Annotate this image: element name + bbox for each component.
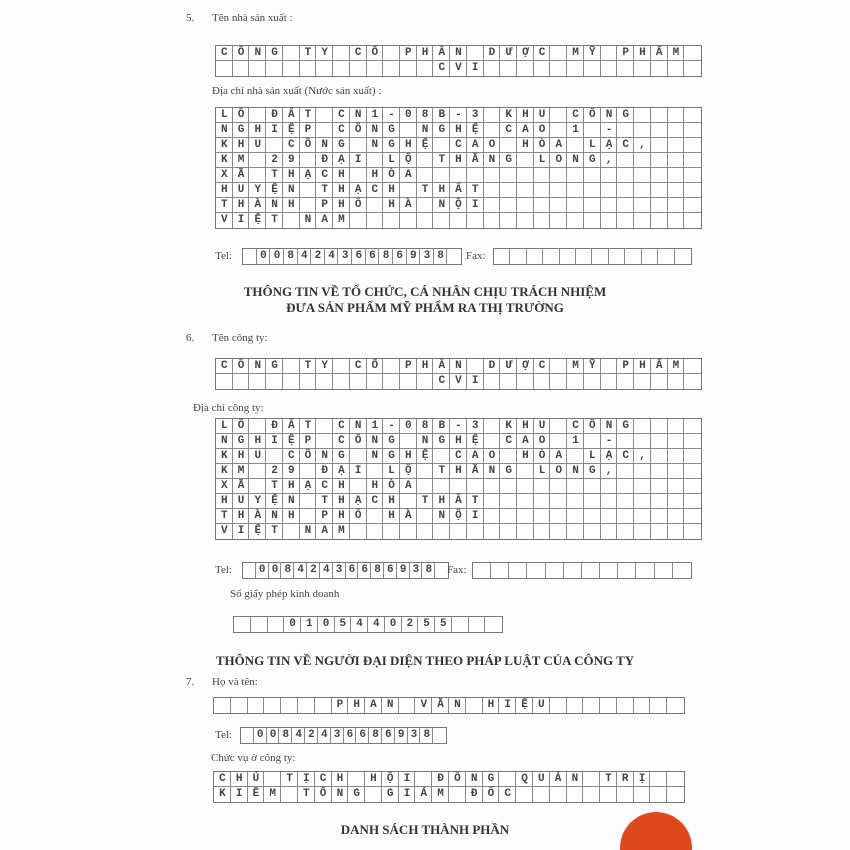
tel-grid [242,248,465,265]
grid-cell [567,168,584,183]
grid-cell [650,698,667,713]
grid-cell [668,123,685,138]
grid-row-text: 0105440255 [239,618,508,630]
grid-cell [684,183,701,198]
grid-cell [634,183,651,198]
grid-cell [567,183,584,198]
grid-cell [467,168,484,183]
grid-cell [668,434,685,449]
grid-cell [667,787,684,802]
grid-cell [400,524,417,539]
grid-cell [367,213,384,228]
tel-grid [242,562,452,579]
grid-cell [534,183,551,198]
grid-cell [534,479,551,494]
grid-cell [617,198,634,213]
grid-cell [668,153,685,168]
grid-cell [684,123,701,138]
grid-cell [634,168,651,183]
tel-grid [240,727,450,744]
grid-cell [584,524,601,539]
tel-label: Tel: [215,250,232,262]
grid-cell [500,509,517,524]
tel-label: Tel: [215,729,232,741]
grid-row-text: KM 29 ĐẠI LỘ THĂNG LONG, [221,154,623,166]
grid-row-text: THÀNH PHỐ HÀ NỘI [221,199,489,211]
grid-row-text: CÔNG TY CỔ PHẦN DƯỢC MỸ PHẨM [221,47,690,59]
grid-cell [667,698,684,713]
grid-cell [601,374,618,389]
company-name-label: Tên công ty: [212,332,268,344]
grid-cell [634,198,651,213]
grid-cell [651,419,668,434]
grid-cell [617,509,634,524]
grid-cell [668,61,685,76]
grid-cell [500,183,517,198]
grid-cell [668,108,685,123]
manufacturer-address-grid [215,107,702,229]
grid-cell [684,509,701,524]
grid-cell [684,138,701,153]
grid-row-text: XÃ THẠCH HÒA [221,480,422,492]
heading-ingredients: DANH SÁCH THÀNH PHẦN [340,822,510,837]
grid-row-text: VIỆT NAM [221,214,355,226]
grid-cell [534,524,551,539]
grid-cell [550,787,567,802]
grid-cell [500,479,517,494]
grid-cell [517,524,534,539]
company-address-label: Địa chỉ công ty: [193,402,264,414]
grid-row-text: KHU CÔNG NGHỆ CAO HÒA LẠC, [221,139,656,151]
grid-cell [517,374,534,389]
fax-label: Fax: [447,564,467,576]
fax-label: Fax: [466,250,486,262]
grid-row-text: KM 29 ĐẠI LỘ THĂNG LONG, [221,465,623,477]
grid-cell [584,198,601,213]
grid-cell [634,524,651,539]
grid-row-text: 00842436686938 [246,250,465,262]
grid-cell [517,183,534,198]
grid-cell [634,509,651,524]
grid-cell [634,787,651,802]
grid-cell [651,494,668,509]
grid-row-text: HUYỆN THẠCH THẤT [221,495,489,507]
grid-cell [634,61,651,76]
grid-cell [517,168,534,183]
grid-cell [450,479,467,494]
grid-cell [500,198,517,213]
grid-row-text: LÔ ĐẤT CN1-08B-3 KHU CÔNG [221,109,640,121]
grid-cell [517,479,534,494]
grid-cell [651,123,668,138]
grid-cell [484,479,501,494]
heading-responsible-line2: ĐƯA SẢN PHẨM MỸ PHẨM RA THỊ TRƯỜNG [286,300,564,315]
grid-cell [684,449,701,464]
grid-cell [668,213,685,228]
grid-cell [550,198,567,213]
heading-legal-representative: THÔNG TIN VỀ NGƯỜI ĐẠI DIỆN THEO PHÁP LUẬT CỦA CÔNG TY [215,653,635,668]
full-name-grid [213,697,685,714]
grid-cell [634,494,651,509]
grid-cell [617,213,634,228]
grid-cell [450,213,467,228]
section-number: 7. [186,676,195,688]
grid-row-text: VIỆT NAM [221,525,355,537]
grid-cell [517,509,534,524]
grid-cell [668,138,685,153]
grid-row-text: LÔ ĐẤT CN1-08B-3 KHU CÔNG [221,420,640,432]
grid-cell [550,479,567,494]
grid-cell [567,198,584,213]
grid-cell [534,494,551,509]
grid-cell [500,168,517,183]
grid-cell [651,168,668,183]
grid-cell [668,374,685,389]
grid-cell [584,183,601,198]
grid-cell [684,61,701,76]
grid-cell [684,464,701,479]
grid-cell [684,168,701,183]
grid-cell [684,198,701,213]
section-number: 5. [186,12,195,24]
grid-cell [433,213,450,228]
grid-cell [668,494,685,509]
grid-row-text: CVI [221,375,489,387]
grid-cell [433,524,450,539]
grid-cell [550,61,567,76]
grid-cell [634,698,651,713]
grid-cell [550,374,567,389]
tel-label: Tel: [215,564,232,576]
grid-cell [567,524,584,539]
fax-grid [493,248,692,265]
grid-row-text: NGHIỆP CÔNG NGHỆ CAO 1 - [221,435,623,447]
grid-cell [517,213,534,228]
grid-cell [584,509,601,524]
grid-cell [500,213,517,228]
grid-row-text: 00842436686938 [246,564,452,576]
grid-row-text: PHAN VĂN HIỆU [219,699,555,711]
grid-cell [667,772,684,787]
grid-cell [534,213,551,228]
grid-cell [567,494,584,509]
grid-cell [651,183,668,198]
grid-cell [567,213,584,228]
grid-cell [684,153,701,168]
company-address-grid [215,418,702,540]
grid-cell [668,168,685,183]
grid-row-text: CÔNG TY CỔ PHẦN DƯỢC MỸ PHẨM [221,360,690,372]
grid-cell [651,198,668,213]
grid-cell [567,509,584,524]
grid-cell [534,374,551,389]
manufacturer-name-label: Tên nhà sản xuất : [212,12,293,24]
grid-cell [617,698,634,713]
grid-cell [433,479,450,494]
grid-cell [668,419,685,434]
grid-cell [651,509,668,524]
grid-cell [400,213,417,228]
grid-cell [634,479,651,494]
grid-cell [584,213,601,228]
grid-cell [634,464,651,479]
grid-cell [550,509,567,524]
grid-cell [668,183,685,198]
grid-cell [550,524,567,539]
grid-cell [634,374,651,389]
grid-cell [684,374,701,389]
grid-cell [567,698,584,713]
grid-cell [651,61,668,76]
grid-cell [617,183,634,198]
grid-cell [417,524,434,539]
manufacturer-name-grid [215,45,702,77]
grid-cell [668,464,685,479]
grid-cell [651,524,668,539]
grid-cell [500,494,517,509]
grid-cell [651,479,668,494]
grid-cell [668,524,685,539]
grid-cell [584,61,601,76]
grid-row-text: HUYỆN THẠCH THẤT [221,184,489,196]
grid-cell [684,524,701,539]
grid-cell [517,198,534,213]
grid-cell [684,434,701,449]
grid-cell [684,419,701,434]
grid-cell [634,434,651,449]
grid-cell [383,524,400,539]
grid-cell [433,168,450,183]
grid-cell [584,374,601,389]
manufacturer-address-label: Địa chỉ nhà sản xuất (Nước sản xuất) : [212,85,382,97]
grid-cell [450,524,467,539]
grid-cell [600,787,617,802]
grid-cell [484,524,501,539]
grid-cell [601,198,618,213]
grid-cell [684,108,701,123]
grid-cell [634,123,651,138]
grid-cell [634,213,651,228]
grid-cell [500,374,517,389]
grid-cell [684,479,701,494]
grid-cell [601,494,618,509]
grid-cell [450,168,467,183]
red-stamp [620,812,692,850]
grid-cell [583,698,600,713]
grid-cell [534,168,551,183]
grid-cell [668,479,685,494]
grid-cell [617,374,634,389]
grid-cell [651,213,668,228]
grid-cell [584,168,601,183]
grid-cell [367,524,384,539]
grid-cell [500,61,517,76]
grid-cell [617,479,634,494]
grid-cell [517,61,534,76]
grid-cell [467,479,484,494]
grid-cell [684,213,701,228]
grid-cell [550,213,567,228]
grid-cell [617,787,634,802]
grid-row-text [494,249,696,264]
grid-cell [601,183,618,198]
grid-cell [601,213,618,228]
grid-row-text: NGHIỆP CÔNG NGHỆ CAO 1 - [221,124,623,136]
grid-cell [668,509,685,524]
grid-cell [668,449,685,464]
grid-row-text: KIÊM TỔNG GIÁM ĐỐC [219,788,522,800]
grid-row-text: THÀNH PHỐ HÀ NỘI [221,510,489,522]
position-grid [213,771,685,803]
grid-row-text [473,563,697,578]
grid-cell [617,494,634,509]
section-number: 6. [186,332,195,344]
fax-grid [472,562,692,579]
grid-cell [601,479,618,494]
grid-cell [500,524,517,539]
grid-cell [584,479,601,494]
grid-cell [583,787,600,802]
grid-cell [651,108,668,123]
grid-cell [550,168,567,183]
heading-responsible-line1: THÔNG TIN VỀ TỔ CHỨC, CÁ NHÂN CHỊU TRÁCH NHIỆM [243,284,607,299]
grid-cell [534,61,551,76]
grid-cell [484,168,501,183]
license-grid [233,616,508,633]
grid-cell [533,787,550,802]
grid-cell [567,479,584,494]
grid-cell [534,509,551,524]
grid-cell [651,153,668,168]
grid-row-text: 00842436686938 [244,729,450,741]
grid-cell [668,198,685,213]
grid-cell [467,524,484,539]
grid-cell [517,494,534,509]
company-name-grid [215,358,702,390]
grid-cell [417,213,434,228]
grid-cell [601,524,618,539]
grid-row-text: CVI [221,62,489,74]
grid-cell [534,198,551,213]
grid-cell [651,434,668,449]
grid-cell [584,494,601,509]
grid-cell [383,213,400,228]
grid-cell [601,168,618,183]
grid-cell [650,787,667,802]
grid-cell [634,153,651,168]
grid-cell [567,787,584,802]
grid-cell [617,168,634,183]
grid-row-text: KHU CÔNG NGHỆ CAO HÒA LẠC, [221,450,656,462]
grid-cell [567,374,584,389]
grid-cell [601,61,618,76]
grid-cell [484,213,501,228]
grid-cell [651,374,668,389]
position-label: Chức vụ ở công ty: [211,752,296,764]
full-name-label: Họ và tên: [212,676,258,688]
grid-cell [651,464,668,479]
grid-row-text: XÃ THẠCH HÒA [221,169,422,181]
license-label: Số giấy phép kinh doanh [230,588,340,600]
grid-cell [467,213,484,228]
grid-cell [617,524,634,539]
grid-cell [550,183,567,198]
grid-cell [550,494,567,509]
grid-row-text: CHỦ TỊCH HỘI ĐỒNG QUẢN TRỊ [219,773,656,785]
grid-cell [601,509,618,524]
grid-cell [567,61,584,76]
grid-cell [617,61,634,76]
grid-cell [684,494,701,509]
grid-cell [600,698,617,713]
